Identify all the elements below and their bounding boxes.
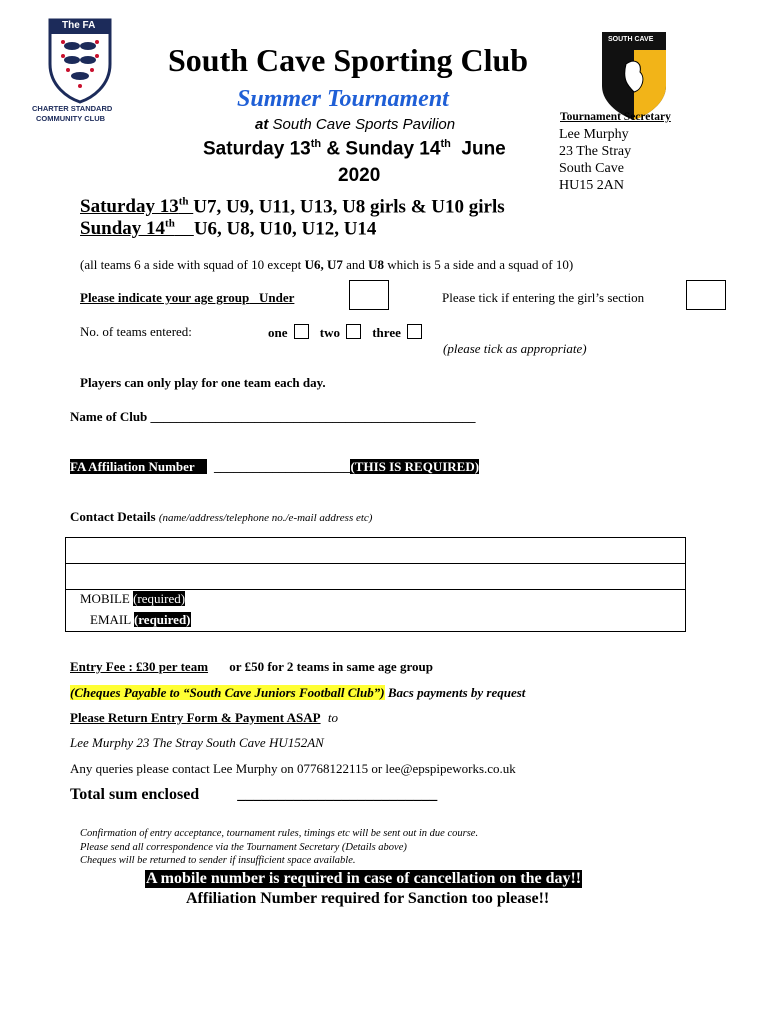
mobile-notice: A mobile number is required in case of cancellation on the day!! xyxy=(146,870,582,887)
contact-details-label: Contact Details xyxy=(70,509,156,524)
venue-prefix: at xyxy=(255,116,269,133)
entry-fee-row xyxy=(70,659,433,675)
contact-row-2[interactable] xyxy=(66,564,685,590)
tournament-subtitle: Summer Tournament xyxy=(237,86,449,112)
contact-details-table xyxy=(65,537,686,632)
return-row xyxy=(70,710,338,726)
venue-line xyxy=(255,116,455,133)
schedule-sunday xyxy=(80,218,376,240)
footer-note-1: Confirmation of entry acceptance, tournament rules, timings etc will be sent out in due course. xyxy=(80,828,479,839)
fa-logo xyxy=(28,18,132,130)
teams-options xyxy=(268,324,422,341)
return-to: to xyxy=(327,710,338,725)
contact-row-mobile[interactable] xyxy=(80,591,185,607)
entry-fee: Entry Fee : £30 per team xyxy=(70,659,209,674)
saturday-label: Saturday 13th xyxy=(80,196,189,218)
secretary-street: 23 The Stray xyxy=(559,144,632,159)
footer-notes xyxy=(80,827,478,868)
team-option-three-checkbox[interactable] xyxy=(407,324,422,339)
date-month: June xyxy=(450,138,506,160)
fa-affiliation-field[interactable]: _____________________ xyxy=(213,459,351,474)
contact-row-email[interactable] xyxy=(90,612,191,628)
return-entry: Please Return Entry Form & Payment ASAP xyxy=(70,710,321,725)
team-option-one-label: one xyxy=(268,325,288,340)
mobile-label: MOBILE xyxy=(80,591,130,606)
fa-logo-top: The FA xyxy=(62,20,96,31)
secretary-town: South Cave xyxy=(559,161,624,176)
team-option-one-checkbox[interactable] xyxy=(294,324,309,339)
secretary-heading: Tournament Secretary xyxy=(560,111,671,123)
age-group-under: Under xyxy=(259,290,295,305)
contact-row-1[interactable] xyxy=(66,538,685,564)
date-sat: Saturday 13 xyxy=(203,138,311,160)
dates-line1 xyxy=(203,138,506,160)
date-sun: & Sunday 14 xyxy=(321,138,441,160)
age-group-label: Please indicate your age group Under xyxy=(80,290,295,305)
dates-line2: 2020 xyxy=(338,165,381,186)
footer-note-2: Please send all correspondence via the Tournament Secretary (Details above) xyxy=(80,841,407,853)
venue-name: South Cave Sports Pavilion xyxy=(272,116,456,133)
fa-logo-line1: CHARTER STANDARD xyxy=(32,104,113,113)
players-rule: Players can only play for one team each day. xyxy=(80,375,326,390)
fa-affiliation-label: FA Affiliation Number xyxy=(70,459,207,474)
teams-hint: (please tick as appropriate) xyxy=(443,341,587,356)
contact-details-hint: (name/address/telephone no./e-mail address etc) xyxy=(158,512,373,524)
girls-section-label: Please tick if entering the girl’s section xyxy=(442,290,645,305)
date-sun-sup: th xyxy=(440,138,451,150)
page-title: South Cave Sporting Club xyxy=(168,42,529,78)
footer-note-3: Cheques will be returned to sender if insufficient space available. xyxy=(80,855,356,866)
sunday-groups: U6, U8, U10, U12, U14 xyxy=(193,218,377,240)
south-cave-logo-label: SOUTH CAVE xyxy=(608,36,654,43)
entry-fee-alt: or £50 for 2 teams in same age group xyxy=(229,659,433,674)
mobile-required: (required) xyxy=(133,591,186,606)
email-label: EMAIL xyxy=(90,612,131,627)
fa-affiliation-row xyxy=(70,459,479,475)
saturday-groups: U7, U9, U11, U13, U8 girls & U10 girls xyxy=(193,196,505,218)
total-row xyxy=(70,786,437,804)
team-option-three-label: three xyxy=(372,325,401,340)
secretary-postcode: HU15 2AN xyxy=(559,178,624,193)
fa-logo-line2: COMMUNITY CLUB xyxy=(36,114,106,123)
schedule-saturday xyxy=(80,196,505,218)
club-name-field[interactable]: __________________________________________________ xyxy=(150,409,476,424)
team-option-two-checkbox[interactable] xyxy=(346,324,361,339)
queries-line: Any queries please contact Lee Murphy on 07768122115 or lee@epspipeworks.co.uk xyxy=(70,761,516,776)
sunday-label: Sunday 14th xyxy=(80,218,175,240)
teams-label: No. of teams entered: xyxy=(80,324,192,339)
date-sat-sup: th xyxy=(310,138,322,150)
cheques-payable: (Cheques Payable to “South Cave Juniors Football Club”) xyxy=(70,685,385,700)
age-group-input[interactable] xyxy=(349,280,389,310)
club-name-row xyxy=(70,409,476,425)
team-size-note: (all teams 6 a side with squad of 10 except U6, U7 and U8 which is 5 a side and a squad of 10) xyxy=(80,257,574,272)
contact-details-heading xyxy=(70,509,372,525)
club-name-label: Name of Club xyxy=(70,409,148,424)
total-label: Total sum enclosed xyxy=(70,786,200,803)
bacs-payments: Bacs payments by request xyxy=(387,685,526,700)
total-field[interactable]: _________________________ xyxy=(237,786,438,803)
secretary-name: Lee Murphy xyxy=(559,127,629,142)
fa-affiliation-required: (THIS IS REQUIRED) xyxy=(350,459,480,474)
email-required: (required) xyxy=(133,612,191,627)
south-cave-shield-icon xyxy=(600,30,668,122)
team-option-two-label: two xyxy=(319,325,340,340)
secretary-address xyxy=(559,126,631,194)
girls-section-checkbox[interactable] xyxy=(686,280,726,310)
south-cave-logo xyxy=(600,30,668,122)
affiliation-notice: Affiliation Number required for Sanction too please!! xyxy=(186,890,550,907)
cheques-row xyxy=(70,685,525,701)
return-address: Lee Murphy 23 The Stray South Cave HU152AN xyxy=(70,735,324,750)
